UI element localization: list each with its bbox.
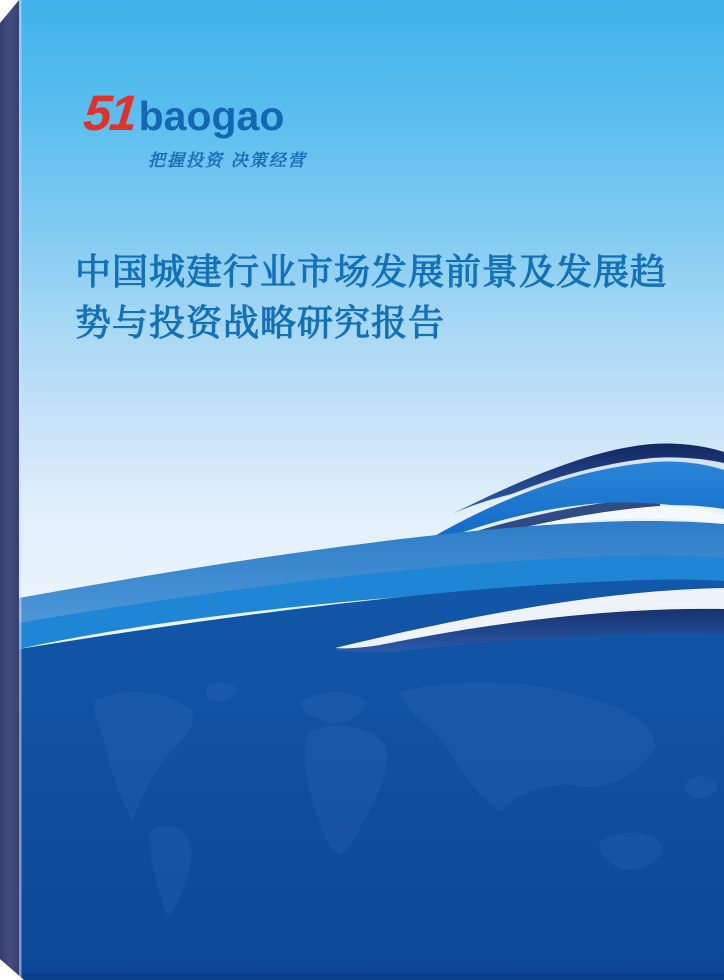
- logo-51-mark: 51: [81, 85, 139, 141]
- report-title-line1: 中国城建行业市场发展前景及发展趋: [75, 251, 668, 292]
- logo-baogao-wordmark: baogao: [138, 93, 285, 139]
- brand-tagline: 把握投资 决策经营: [148, 151, 307, 170]
- report-title: [75, 246, 685, 348]
- brand-logo: [81, 85, 285, 141]
- report-title-line2: 势与投资战略研究报告: [75, 302, 446, 343]
